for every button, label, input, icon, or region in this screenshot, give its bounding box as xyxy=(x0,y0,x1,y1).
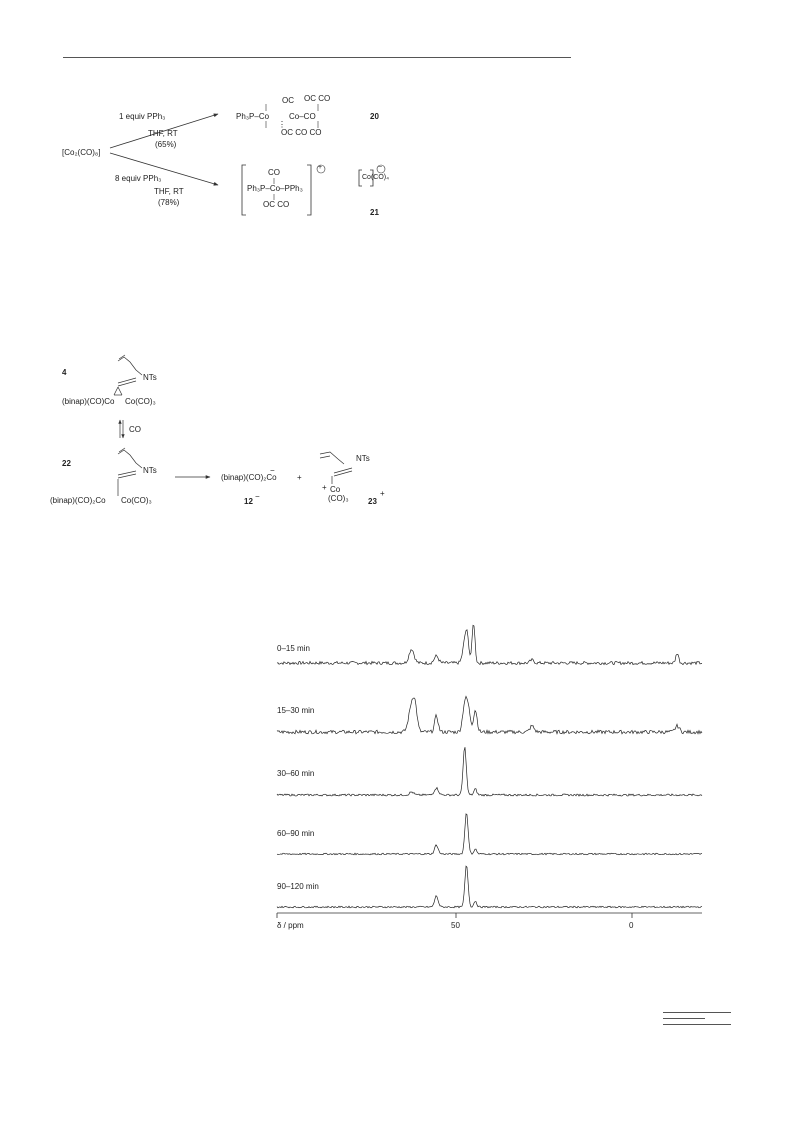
compound-23-label: 23 xyxy=(368,497,377,506)
trace-label-5: 90–120 min xyxy=(277,882,319,891)
nmr-trace-1 xyxy=(277,625,702,664)
p20-dots: ⋮ xyxy=(278,120,286,129)
bracket-left xyxy=(242,165,246,215)
allyl-chain-22 xyxy=(118,450,142,468)
bottom-rule-1 xyxy=(663,1012,731,1013)
nts-22: NTs xyxy=(143,466,157,475)
plus-sign: + xyxy=(297,473,302,482)
compound-12-charge: − xyxy=(255,492,260,501)
trace-label-3: 30–60 min xyxy=(277,769,315,778)
p20-co-co: Co–CO xyxy=(289,112,316,121)
cation-23-charge: + xyxy=(322,483,327,492)
reactant-co2co8: [Co₂(CO)₈] xyxy=(62,148,101,157)
p21-co-top: CO xyxy=(268,168,280,177)
p20-oc-co-top: OC CO xyxy=(304,94,331,103)
complex-22-left: (binap)(CO)₂Co xyxy=(50,496,106,505)
nts-4: NTs xyxy=(143,373,157,382)
upper-reagent: 1 equiv PPh₃ xyxy=(119,112,166,121)
lower-conditions: THF, RT xyxy=(154,187,184,196)
alkyne-4b xyxy=(118,381,136,386)
complex-4-left: (binap)(CO)Co xyxy=(62,397,115,406)
anion-12-charge: − xyxy=(270,466,275,475)
anion-12-formula: (binap)(CO)₂Co xyxy=(221,473,277,482)
complex-4-right: Co(CO)₃ xyxy=(125,397,156,406)
lower-yield: (78%) xyxy=(158,198,180,207)
p20-oc-left: OC xyxy=(282,96,294,105)
lower-reagent: 8 equiv PPh₃ xyxy=(115,174,162,183)
p21-oc-co-bottom: OC CO xyxy=(263,200,290,209)
axis-label-delta-ppm: δ / ppm xyxy=(277,921,304,930)
p20-ph3p-co: Ph₃P–Co xyxy=(236,112,270,121)
nmr-trace-3 xyxy=(277,747,702,796)
allyl-chain-23 xyxy=(320,452,344,464)
p21-anion: Co(CO)₄ xyxy=(362,174,389,181)
compound-21-label: 21 xyxy=(370,208,379,217)
nmr-trace-5 xyxy=(277,866,702,908)
p21-row: Ph₃P–Co–PPh₃ xyxy=(247,184,303,193)
tick-label-50: 50 xyxy=(451,921,460,930)
nmr-trace-4 xyxy=(277,814,702,855)
compound-12-label: 12 xyxy=(244,497,253,506)
p20-oc-co-bottom: OC CO CO xyxy=(281,128,322,137)
bottom-rule-3 xyxy=(663,1024,731,1025)
nmr-spectra xyxy=(270,610,710,930)
compound-23-charge: + xyxy=(380,489,385,498)
upper-conditions: THF, RT xyxy=(148,129,178,138)
compound-22-label: 22 xyxy=(62,459,71,468)
bottom-rule-2 xyxy=(663,1018,705,1019)
nts-23: NTs xyxy=(356,454,370,463)
compound-4-label: 4 xyxy=(62,368,67,377)
trace-label-1: 0–15 min xyxy=(277,644,310,653)
tick-label-0: 0 xyxy=(629,921,634,930)
complex-22-right: Co(CO)₃ xyxy=(121,496,152,505)
compound-20-label: 20 xyxy=(370,112,379,121)
trace-label-4: 60–90 min xyxy=(277,829,315,838)
nmr-trace-2 xyxy=(277,696,702,733)
p21-minus-charge: − xyxy=(378,164,383,171)
co3-23: (CO)₃ xyxy=(328,494,349,503)
nmr-traces xyxy=(277,625,702,907)
trace-label-2: 15–30 min xyxy=(277,706,315,715)
upper-yield: (65%) xyxy=(155,140,177,149)
co-23: Co xyxy=(330,485,341,494)
equilibrium-co: CO xyxy=(129,425,141,434)
p21-plus-charge: + xyxy=(318,164,323,171)
bracket-right xyxy=(307,165,311,215)
alkyne-4a xyxy=(118,378,136,383)
allyl-chain-4 xyxy=(118,357,142,375)
